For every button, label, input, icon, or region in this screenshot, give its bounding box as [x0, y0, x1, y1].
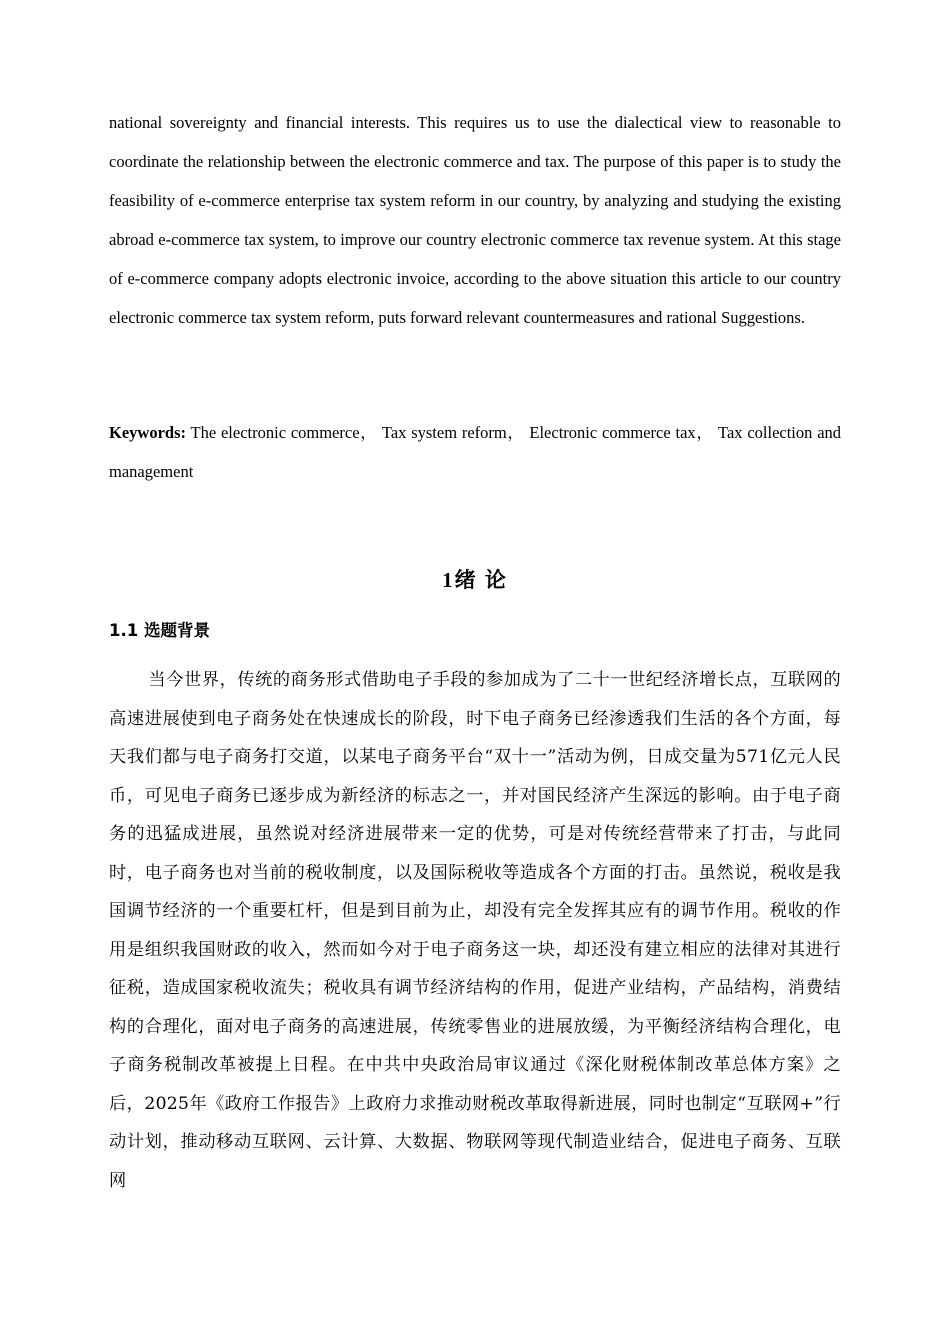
body-paragraph: 当今世界，传统的商务形式借助电子手段的参加成为了二十一世纪经济增长点，互联网的高速进展使到电子商务处在快速成长的阶段，时下电子商务已经渗透我们生活的各个方面，每天我们都与电子商务打交道，以某电子商务平台“双十一”活动为例，日成交量为571亿元人民币，可见电子商务已逐步成为新经济的标志之一，并对国民经济产生深远的影响。由于电子商务的迅猛成进展，虽然说对经济进展带来一定的优势，可是对传统经营带来了打击，与此同时，电子商务也对当前的税收制度，以及国际税收等造成各个方面的打击。虽然说，税收是我国调节经济的一个重要杠杆，但是到目前为止，却没有完全发挥其应有的调节作用。税收的作用是组织我国财政的收入，然而如今对于电子商务这一块，却还没有建立相应的法律对其进行征税，造成国家税收流失；税收具有调节经济结构的作用，促进产业结构，产品结构，消费结构的合理化，面对电子商务的高速进展，传统零售业的进展放缓，为平衡经济结构合理化，电子商务税制改革被提上日程。在中共中央政治局审议通过《深化财税体制改革总体方案》之后，2025年《政府工作报告》上政府力求推动财税改革取得新进展，同时也制定“互联网+”行动计划，推动移动互联网、云计算、大数据、物联网等现代制造业结合，促进电子商务、互联网 — [109, 670, 841, 1191]
keywords-label: Keywords: — [109, 423, 186, 442]
chapter-title: 1绪 论 — [442, 568, 508, 592]
keywords-line — [109, 413, 841, 491]
abstract-paragraph: national sovereignty and financial interests. This requires us to use the dialectical view to reasonable to coordinate the relationship between the electronic commerce and tax. The purpose of this paper is to study the feasibility of e-commerce enterprise tax system reform in our country, by analyzing and studying the existing abroad e-commerce tax system, to improve our country electronic commerce tax revenue system. At this stage of e-commerce company adopts electronic invoice, according to the above situation this article to our country electronic commerce tax system reform, puts forward relevant countermeasures and rational Suggestions. — [109, 113, 841, 327]
section-title: 1.1 选题背景 — [109, 621, 210, 640]
keyword-item: Tax collection and management — [109, 423, 842, 481]
keyword-item: Tax system reform， — [381, 423, 525, 442]
keyword-item: Electronic commerce tax， — [529, 423, 714, 442]
keyword-item: The electronic commerce， — [190, 423, 378, 442]
